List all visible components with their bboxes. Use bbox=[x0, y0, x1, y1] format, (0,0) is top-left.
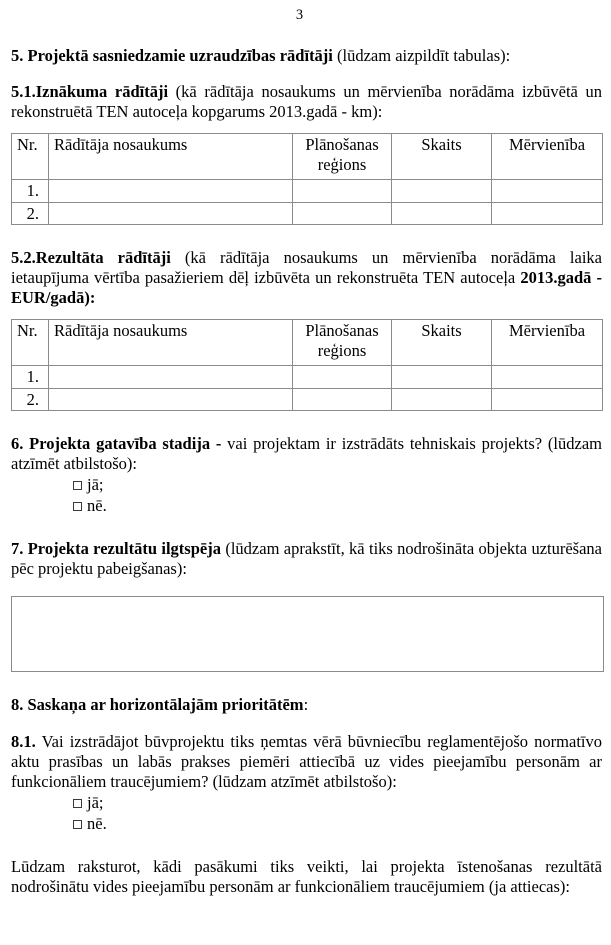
option-yes-label: jā; bbox=[87, 792, 104, 812]
cell-count[interactable] bbox=[392, 180, 492, 202]
cell-unit[interactable] bbox=[492, 366, 603, 388]
result-indicators-table bbox=[11, 319, 603, 411]
section-6-options bbox=[11, 474, 602, 516]
table-row bbox=[12, 388, 603, 410]
section-5-2-number: 5.2. bbox=[11, 248, 36, 268]
section-8-heading-bold: 8. Saskaņa ar horizontālajām prioritātēm bbox=[11, 695, 304, 715]
option-no[interactable] bbox=[11, 495, 602, 516]
column-header-nr: Nr. bbox=[12, 320, 49, 366]
section-7-heading-bold: 7. Projekta rezultātu ilgtspēja bbox=[11, 539, 221, 559]
row-number: 2. bbox=[12, 388, 49, 410]
section-5-heading bbox=[11, 46, 602, 66]
checkbox-icon[interactable] bbox=[73, 481, 82, 490]
section-5-heading-bold: 5. Projektā sasniedzamie uzraudzības rādītāji bbox=[11, 45, 333, 65]
row-number: 2. bbox=[12, 202, 49, 224]
section-8-1-text bbox=[11, 732, 602, 792]
outcome-indicators-table bbox=[11, 133, 603, 225]
cell-indicator-name[interactable] bbox=[49, 388, 293, 410]
cell-count[interactable] bbox=[392, 366, 492, 388]
cell-unit[interactable] bbox=[492, 202, 603, 224]
cell-count[interactable] bbox=[392, 388, 492, 410]
section-7-heading-rest: (lūdzam aprakstīt, kā tiks nodrošināta objekta uzturēšana pēc projektu pabeigšanas): bbox=[11, 539, 602, 579]
column-header-unit: Mērvienība bbox=[492, 134, 603, 180]
section-8-heading-rest: : bbox=[303, 695, 309, 715]
section-7-answer-box[interactable] bbox=[11, 596, 604, 672]
checkbox-icon[interactable] bbox=[73, 820, 82, 829]
section-8-heading bbox=[11, 695, 602, 715]
section-5-1-heading bbox=[11, 82, 602, 122]
section-5-1-title: Iznākuma rādītāji bbox=[35, 82, 169, 102]
cell-unit[interactable] bbox=[492, 388, 603, 410]
row-number: 1. bbox=[12, 366, 49, 388]
section-6-heading-rest: vai projektam ir izstrādāts tehniskais projekts? (lūdzam atzīmēt atbilstošo): bbox=[11, 434, 602, 474]
table-header-row bbox=[12, 320, 603, 366]
section-5-2-description-tail: 2013.gadā - EUR/gadā): bbox=[11, 268, 603, 308]
table-header-row bbox=[12, 134, 603, 180]
column-header-indicator-name: Rādītāja nosaukums bbox=[49, 320, 293, 366]
column-header-planning-region: Plānošanas reģions bbox=[293, 134, 392, 180]
document-body bbox=[0, 23, 611, 898]
cell-unit[interactable] bbox=[492, 180, 603, 202]
option-yes[interactable] bbox=[11, 474, 602, 495]
table-row bbox=[12, 366, 603, 388]
cell-planning-region[interactable] bbox=[293, 388, 392, 410]
checkbox-icon[interactable] bbox=[73, 502, 82, 511]
cell-count[interactable] bbox=[392, 202, 492, 224]
column-header-planning-region: Plānošanas reģions bbox=[293, 320, 392, 366]
section-5-2-heading bbox=[11, 248, 602, 308]
section-5-heading-rest: (lūdzam aizpildīt tabulas): bbox=[332, 45, 511, 65]
section-5-1-description: (kā rādītāja nosaukums un mērvienība norādāma izbūvētā un rekonstruētā TEN autoceļa kopgarums 2013.gadā - km): bbox=[11, 82, 602, 122]
table-row bbox=[12, 180, 603, 202]
section-5-1-number: 5.1. bbox=[11, 82, 36, 102]
section-8-1-body: Vai izstrādājot būvprojektu tiks ņemtas vērā būvniecību reglamentējošo normatīvo aktu prasības un labās prakses piemēri attiecībā uz vides pieejamību personām ar funkcionāliem traucējumiem? (lūdzam atzīmēt atbilstošo): bbox=[11, 732, 602, 791]
table-row bbox=[12, 202, 603, 224]
column-header-indicator-name: Rādītāja nosaukums bbox=[49, 134, 293, 180]
cell-indicator-name[interactable] bbox=[49, 202, 293, 224]
section-7-heading bbox=[11, 539, 602, 579]
option-no[interactable] bbox=[11, 813, 602, 834]
section-8-1-number: 8.1. bbox=[11, 732, 36, 752]
cell-indicator-name[interactable] bbox=[49, 180, 293, 202]
section-5-2-description: (kā rādītāja nosaukums un mērvienība norādāma laika ietaupījuma vērtība pasažieriem dēļ izbūvēta un rekonstruēta TEN autoceļa bbox=[11, 248, 602, 288]
column-header-nr: Nr. bbox=[12, 134, 49, 180]
section-8-2-text: Lūdzam raksturot, kādi pasākumi tiks veikti, lai projekta īstenošanas rezultātā nodrošinātu vides pieejamību personām ar funkcionāliem traucējumiem (ja attiecas): bbox=[11, 857, 602, 897]
option-yes-label: jā; bbox=[87, 475, 104, 494]
cell-planning-region[interactable] bbox=[293, 202, 392, 224]
checkbox-icon[interactable] bbox=[73, 799, 82, 808]
section-5-2-title: Rezultāta rādītāji bbox=[35, 248, 171, 268]
section-6-heading bbox=[11, 434, 602, 474]
option-yes[interactable] bbox=[11, 792, 602, 813]
section-8-1-options bbox=[11, 792, 602, 834]
cell-planning-region[interactable] bbox=[293, 180, 392, 202]
page-number: 3 bbox=[295, 7, 304, 23]
section-6-heading-bold: 6. Projekta gatavība stadija - bbox=[11, 434, 222, 454]
column-header-unit: Mērvienība bbox=[492, 320, 603, 366]
row-number: 1. bbox=[12, 180, 49, 202]
option-no-label: nē. bbox=[87, 814, 107, 834]
option-no-label: nē. bbox=[87, 496, 107, 516]
cell-indicator-name[interactable] bbox=[49, 366, 293, 388]
cell-planning-region[interactable] bbox=[293, 366, 392, 388]
column-header-count: Skaits bbox=[392, 320, 492, 366]
column-header-count: Skaits bbox=[392, 134, 492, 180]
